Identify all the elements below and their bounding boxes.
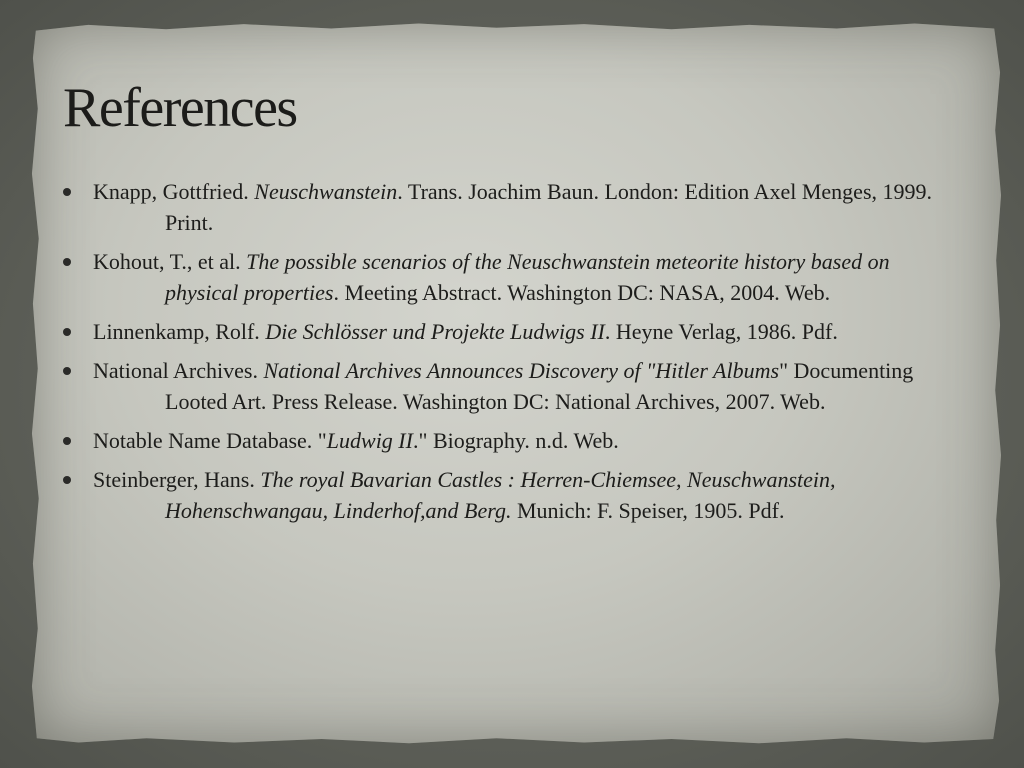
- bullet-icon: [63, 476, 71, 484]
- reference-title: Die Schlösser und Projekte Ludwigs II: [265, 319, 605, 344]
- reference-item: [60, 246, 960, 308]
- reference-item: [60, 355, 960, 417]
- reference-text: ." Biography. n.d. Web.: [412, 428, 619, 453]
- reference-title: Ludwig II: [326, 428, 413, 453]
- reference-title: The royal Bavarian Castles : Herren-Chiemsee, Neuschwanstein, Hohenschwangau, Linderhof,and Berg.: [165, 467, 836, 523]
- reference-text: Knapp, Gottfried.: [93, 179, 255, 204]
- reference-text: . Heyne Verlag, 1986. Pdf.: [604, 319, 838, 344]
- bullet-icon: [63, 437, 71, 445]
- reference-item: [60, 176, 960, 238]
- reference-title: Neuschwanstein: [254, 179, 398, 204]
- reference-item: [60, 425, 960, 456]
- bullet-icon: [63, 258, 71, 266]
- reference-text: Linnenkamp, Rolf.: [93, 319, 266, 344]
- reference-text: Steinberger, Hans.: [93, 467, 261, 492]
- reference-title: The possible scenarios of the Neuschwanstein meteorite history based on physical properties: [165, 249, 890, 305]
- reference-text: National Archives.: [93, 358, 264, 383]
- reference-item: [60, 316, 960, 347]
- slide-title: References: [63, 77, 297, 139]
- reference-text: . Meeting Abstract. Washington DC: NASA, 2004. Web.: [333, 280, 831, 305]
- bullet-icon: [63, 188, 71, 196]
- reference-list: [60, 176, 960, 534]
- bullet-icon: [63, 328, 71, 336]
- reference-item: [60, 464, 960, 526]
- reference-text: " Documenting Looted Art. Press Release. Washington DC: National Archives, 2007. Web.: [165, 358, 914, 414]
- reference-text: Munich: F. Speiser, 1905. Pdf.: [511, 498, 785, 523]
- reference-title: National Archives Announces Discovery of "Hitler Albums: [263, 358, 780, 383]
- reference-text: Notable Name Database. ": [93, 428, 327, 453]
- reference-text: . Trans. Joachim Baun. London: Edition Axel Menges, 1999. Print.: [165, 179, 932, 235]
- reference-text: Kohout, T., et al.: [93, 249, 247, 274]
- bullet-icon: [63, 367, 71, 375]
